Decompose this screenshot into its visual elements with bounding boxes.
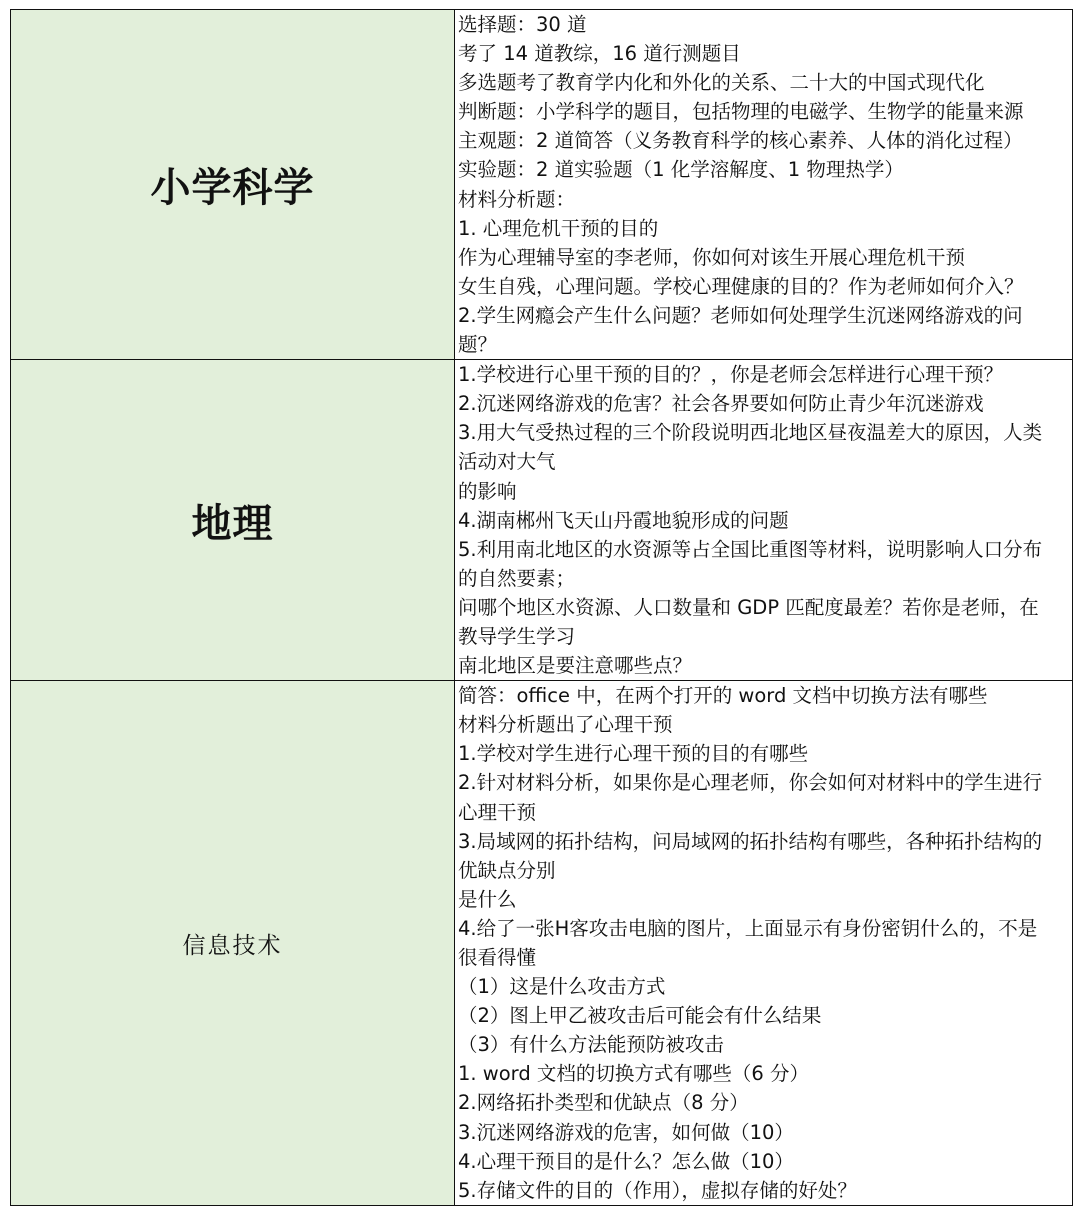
content-cell bbox=[455, 681, 1073, 1206]
content-line: （2）图上甲乙被攻击后可能会有什么结果 bbox=[458, 1004, 822, 1028]
content-line: 2.学生网瘾会产生什么问题？老师如何处理学生沉迷网络游戏的问 bbox=[458, 303, 1023, 327]
content-line: 作为心理辅导室的李老师，你如何对该生开展心理危机干预 bbox=[458, 245, 966, 269]
content-line: 5.利用南北地区的水资源等占全国比重图等材料，说明影响人口分布 bbox=[458, 537, 1043, 561]
content-line: 考了 14 道教综，16 道行测题目 bbox=[458, 42, 741, 66]
content-line: 的影响 bbox=[458, 479, 517, 503]
content-line: 的自然要素； bbox=[458, 566, 576, 590]
subject-label: 地理 bbox=[191, 500, 274, 547]
content-line: 题？ bbox=[458, 333, 498, 357]
content-line: 3.沉迷网络游戏的危害，如何做（10） bbox=[458, 1120, 794, 1144]
content-line: 多选题考了教育学内化和外化的关系、二十大的中国式现代化 bbox=[458, 71, 985, 95]
subject-cell bbox=[11, 10, 455, 360]
content-line: 1. word 文档的切换方式有哪些（6 分） bbox=[458, 1062, 810, 1086]
subject-cell bbox=[11, 360, 455, 681]
content-cell bbox=[455, 10, 1073, 360]
content-line: 3.用大气受热过程的三个阶段说明西北地区昼夜温差大的原因，人类 bbox=[458, 421, 1043, 445]
content-line: （3）有什么方法能预防被攻击 bbox=[458, 1033, 724, 1057]
content-line: 优缺点分别 bbox=[458, 858, 556, 882]
content-lines bbox=[455, 681, 1072, 1205]
content-line: （1）这是什么攻击方式 bbox=[458, 975, 666, 999]
content-line: 材料分析题出了心理干预 bbox=[458, 713, 673, 737]
content-line: 问哪个地区水资源、人口数量和 GDP 匹配度最差？若你是老师，在 bbox=[458, 595, 1039, 619]
content-line: 4.给了一张H客攻击电脑的图片，上面显示有身份密钥什么的，不是 bbox=[458, 916, 1038, 940]
content-line: 材料分析题： bbox=[458, 187, 576, 211]
content-line: 女生自残，心理问题。学校心理健康的目的？作为老师如何介入？ bbox=[458, 274, 1024, 298]
content-line: 简答：office 中，在两个打开的 word 文档中切换方法有哪些 bbox=[458, 684, 988, 708]
content-lines bbox=[455, 10, 1072, 359]
subject-label: 小学科学 bbox=[150, 165, 315, 212]
table-row-geography bbox=[11, 360, 1073, 681]
content-line: 教导学生学习 bbox=[458, 624, 576, 648]
table-row-it bbox=[11, 681, 1073, 1206]
content-line: 主观题：2 道简答（义务教育科学的核心素养、人体的消化过程） bbox=[458, 129, 1023, 153]
content-line: 2.沉迷网络游戏的危害？社会各界要如何防止青少年沉迷游戏 bbox=[458, 392, 984, 416]
content-line: 2.网络拓扑类型和优缺点（8 分） bbox=[458, 1091, 749, 1115]
content-line: 实验题：2 道实验题（1 化学溶解度、1 物理热学） bbox=[458, 158, 904, 182]
content-line: 很看得懂 bbox=[458, 946, 537, 969]
subject-cell bbox=[11, 681, 455, 1206]
content-line: 1.学校对学生进行心理干预的目的有哪些 bbox=[458, 742, 809, 766]
content-line: 心理干预 bbox=[458, 800, 537, 824]
content-line: 是什么 bbox=[458, 887, 517, 911]
subject-label: 信息技术 bbox=[182, 932, 283, 959]
exam-table bbox=[10, 9, 1073, 1206]
content-line: 3.局域网的拓扑结构，问局域网的拓扑结构有哪些，各种拓扑结构的 bbox=[458, 829, 1043, 853]
content-line: 2.针对材料分析，如果你是心理老师，你会如何对材料中的学生进行 bbox=[458, 771, 1043, 795]
content-line: 南北地区是要注意哪些点？ bbox=[458, 654, 693, 678]
content-line: 判断题：小学科学的题目，包括物理的电磁学、生物学的能量来源 bbox=[458, 100, 1024, 124]
content-lines bbox=[455, 360, 1072, 680]
content-cell bbox=[455, 360, 1073, 681]
content-line: 4.心理干预目的是什么？怎么做（10） bbox=[458, 1149, 794, 1173]
content-line: 5.存储文件的目的（作用），虚拟存储的好处？ bbox=[458, 1178, 857, 1202]
content-line: 1. 心理危机干预的目的 bbox=[458, 216, 659, 240]
table-row-science bbox=[11, 10, 1073, 360]
content-line: 活动对大气 bbox=[458, 450, 556, 474]
content-line: 4.湖南郴州飞天山丹霞地貌形成的问题 bbox=[458, 508, 789, 532]
content-line: 选择题：30 道 bbox=[458, 13, 587, 36]
content-line: 1.学校进行心里干预的目的？，你是老师会怎样进行心理干预？ bbox=[458, 363, 1004, 387]
